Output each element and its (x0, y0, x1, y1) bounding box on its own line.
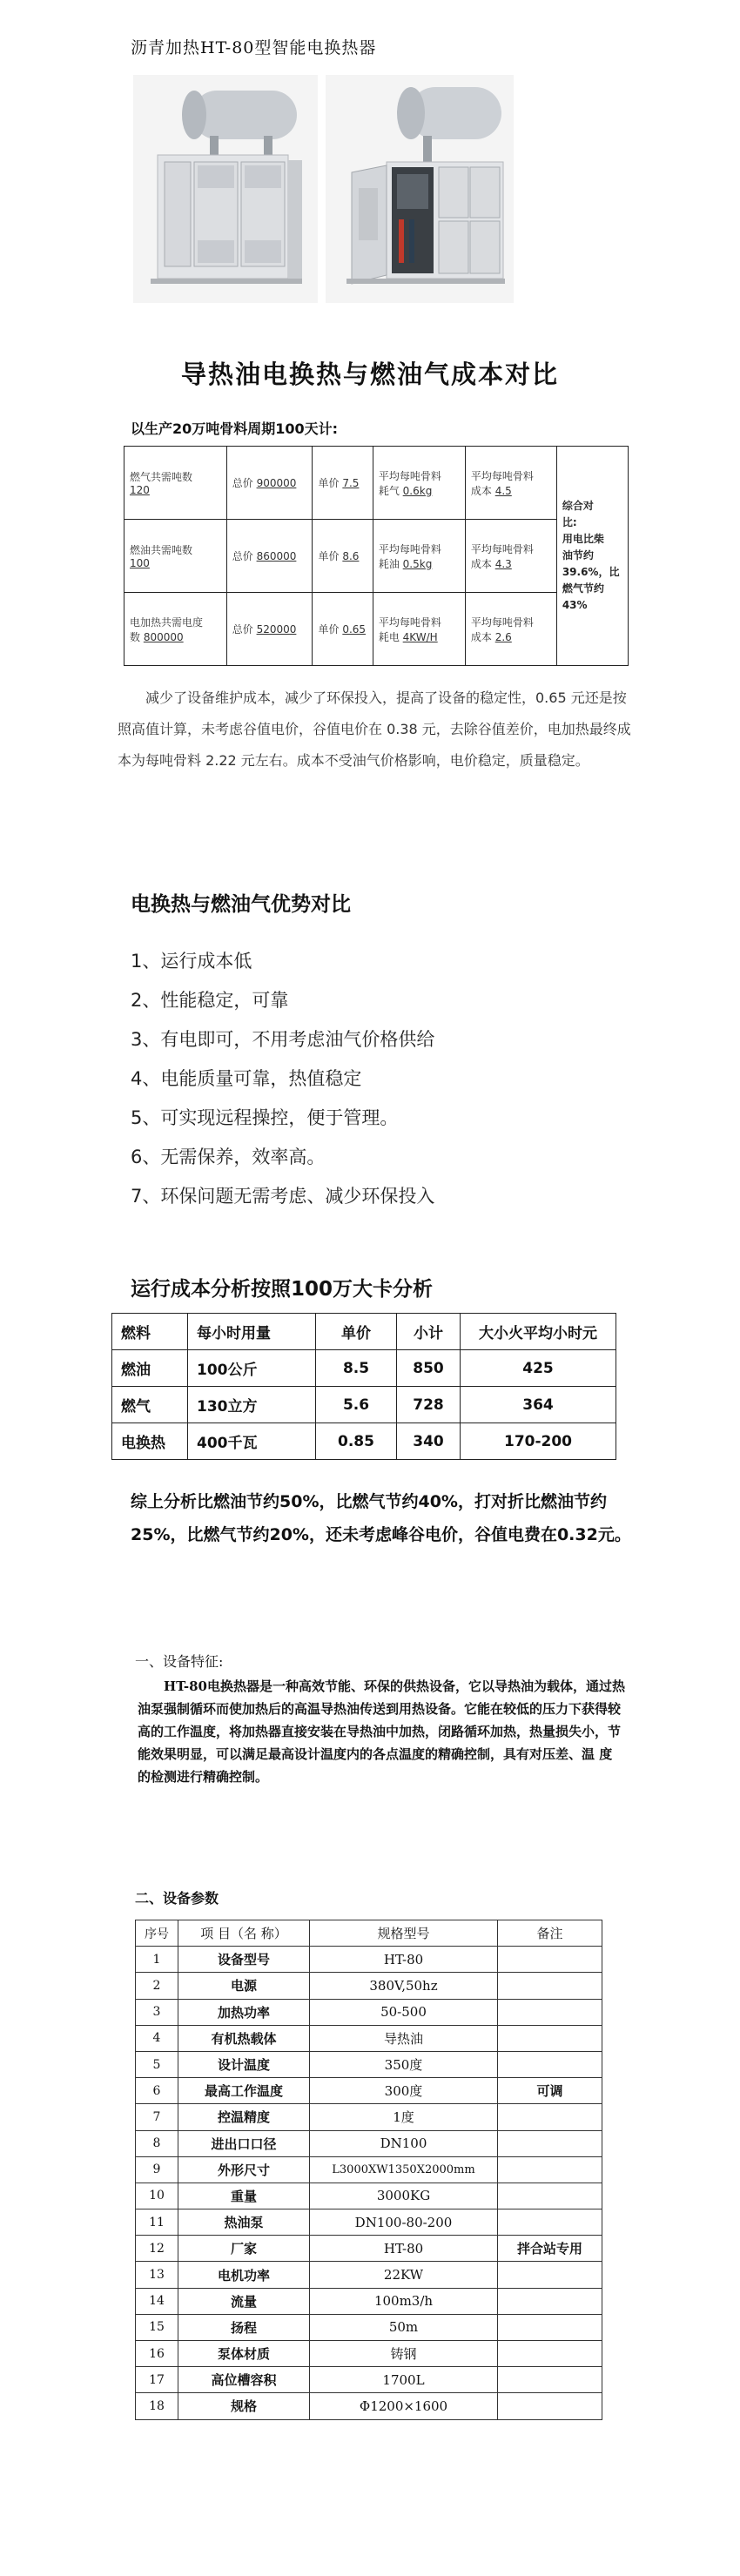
table-cell: DN100 (310, 2130, 498, 2156)
summary-line: 用电比柴 (562, 533, 604, 545)
table-header-cell: 单价 (316, 1314, 397, 1350)
table-header-cell: 规格型号 (310, 1920, 498, 1947)
table-cell (498, 2209, 602, 2236)
summary-line: 39.6%，比 (562, 566, 620, 578)
list-item: 1、运行成本低 (131, 951, 252, 972)
table-cell: 可调 (498, 2078, 602, 2104)
table-row (124, 593, 629, 666)
running-cost-title: 运行成本分析按照100万大卡分析 (131, 1278, 434, 1301)
table-cell: 9 (136, 2156, 178, 2183)
table-cell: 总价 (232, 623, 253, 636)
heater-photo-open (326, 75, 514, 303)
table-cell: 100公斤 (188, 1350, 316, 1387)
page-header-title: 沥青加热HT-80型智能电换热器 (131, 38, 377, 57)
table-cell: 8 (136, 2130, 178, 2156)
table-cell: 铸钢 (310, 2341, 498, 2367)
table-cell: 3000KG (310, 2183, 498, 2209)
table-row (136, 2130, 602, 2156)
table-cell: 电换热 (112, 1423, 188, 1460)
table-cell: 6 (136, 2078, 178, 2104)
table-header-cell: 项 目（名 称） (178, 1920, 310, 1947)
table-cell: 3 (136, 1999, 178, 2025)
table-row (136, 2288, 602, 2314)
table-cell: 130立方 (188, 1387, 316, 1423)
table-cell: 耗气 (378, 484, 400, 497)
table-header-cell: 大小火平均小时元 (461, 1314, 616, 1350)
table-cell: 高位槽容积 (178, 2367, 310, 2393)
table-cell: 总价 (232, 477, 253, 489)
table-cell: 18 (136, 2393, 178, 2419)
table-row (136, 2156, 602, 2183)
table-cell: 流量 (178, 2288, 310, 2314)
table-cell: 850 (397, 1350, 461, 1387)
table-cell: 8.5 (316, 1350, 397, 1387)
table-cell (498, 2367, 602, 2393)
table-cell: 耗电 (378, 630, 400, 643)
table-row (136, 1947, 602, 1973)
table-cell: 350度 (310, 2051, 498, 2077)
advantages-title: 电换热与燃油气优势对比 (131, 893, 351, 916)
table-cell: 电机功率 (178, 2262, 310, 2288)
table-cell: 平均每吨骨料 (378, 615, 441, 629)
table-cell: 4.5 (494, 484, 512, 497)
table-cell: 电加热共需电度 (130, 615, 204, 629)
table-row (136, 2262, 602, 2288)
table-cell: 900000 (256, 477, 297, 489)
table-row (124, 447, 629, 520)
table-cell (498, 2130, 602, 2156)
table-cell (498, 2262, 602, 2288)
table-cell: 14 (136, 2288, 178, 2314)
table-cell: 4 (136, 2025, 178, 2051)
table-row (112, 1387, 616, 1423)
table-cell (498, 2288, 602, 2314)
table-cell: 22KW (310, 2262, 498, 2288)
list-item: 3、有电即可，不用考虑油气价格供给 (131, 1029, 435, 1050)
table-cell: 厂家 (178, 2236, 310, 2262)
table-cell: 7 (136, 2104, 178, 2130)
table-cell: 728 (397, 1387, 461, 1423)
table-cell (498, 2156, 602, 2183)
table-cell: DN100-80-200 (310, 2209, 498, 2236)
savings-summary: 综上分析比燃油节约50%，比燃气节约40%，打对折比燃油节约25%，比燃气节约20%，还未考虑峰谷电价，谷值电费在0.32元。 (131, 1492, 631, 1544)
table-cell: L3000XW1350X2000mm (310, 2156, 498, 2183)
equipment-params-table (135, 1920, 602, 2420)
table-cell: 泵体材质 (178, 2341, 310, 2367)
table-cell (498, 2025, 602, 2051)
table-cell: 16 (136, 2341, 178, 2367)
table-row (136, 2209, 602, 2236)
table-cell (498, 2183, 602, 2209)
table-cell: 拌合站专用 (498, 2236, 602, 2262)
table-cell: 120 (130, 484, 150, 496)
table-cell: 1700L (310, 2367, 498, 2393)
table-cell: 进出口口径 (178, 2130, 310, 2156)
table-row (136, 2104, 602, 2130)
table-cell: 有机热载体 (178, 2025, 310, 2051)
table-cell: 7.5 (342, 477, 360, 489)
table-cell: 热油泵 (178, 2209, 310, 2236)
comparison-summary-cell (556, 447, 628, 666)
params-title: 二、设备参数 (135, 1890, 219, 1907)
table-row (124, 520, 629, 593)
table-row (136, 2025, 602, 2051)
table-cell: 成本 (470, 484, 492, 497)
table-cell: 10 (136, 2183, 178, 2209)
table-header-cell: 燃料 (112, 1314, 188, 1350)
table-cell: 15 (136, 2314, 178, 2340)
list-item: 2、性能稳定，可靠 (131, 990, 289, 1011)
table-cell: 8.6 (342, 550, 360, 562)
table-cell: HT-80 (310, 1947, 498, 1973)
table-cell (498, 2341, 602, 2367)
production-period-text: 以生产20万吨骨料周期100天计: (131, 420, 339, 437)
table-row (112, 1423, 616, 1460)
table-cell: 400千瓦 (188, 1423, 316, 1460)
list-item: 7、环保问题无需考虑、减少环保投入 (131, 1186, 435, 1207)
table-cell: 520000 (256, 623, 297, 636)
cost-comparison-title: 导热油电换热与燃油气成本对比 (180, 360, 559, 389)
table-cell: 0.65 (342, 623, 367, 636)
table-cell: 外形尺寸 (178, 2156, 310, 2183)
table-cell: 电源 (178, 1973, 310, 1999)
table-row (136, 2236, 602, 2262)
table-row (136, 2051, 602, 2077)
table-cell: 1度 (310, 2104, 498, 2130)
table-cell: 12 (136, 2236, 178, 2262)
table-cell: 800000 (143, 630, 184, 643)
table-row (136, 1999, 602, 2025)
advantages-list (131, 942, 434, 1216)
table-cell: 成本 (470, 557, 492, 570)
list-item: 5、可实现远程操控，便于管理。 (131, 1107, 399, 1128)
table-cell: 0.6kg (402, 484, 433, 497)
table-cell (498, 2314, 602, 2340)
table-row (136, 2183, 602, 2209)
table-cell: 5.6 (316, 1387, 397, 1423)
table-row (112, 1350, 616, 1387)
summary-line: 综合对 (562, 500, 594, 512)
table-cell (498, 2051, 602, 2077)
table-header-row (136, 1920, 602, 1947)
table-cell: 导热油 (310, 2025, 498, 2051)
table-cell: 平均每吨骨料 (470, 615, 534, 629)
table-cell: 11 (136, 2209, 178, 2236)
table-cell: 4.3 (494, 557, 512, 570)
heater-photo-closed (133, 75, 318, 303)
table-cell: HT-80 (310, 2236, 498, 2262)
table-cell: 860000 (256, 550, 297, 562)
table-header-cell: 备注 (498, 1920, 602, 1947)
features-body: HT-80电换热器是一种高效节能、环保的供热设备，它以导热油为载体，通过热油泵强制循环而使加热后的高温导热油传送到用热设备。它能在较低的压力下获得较高的工作温度，将加热器直接安装在导热油中加热，闭路循环加热，热量损失小，节能效果明显，可以满足最高设计温度内的各点温度的精确控制，具有对压差、温 度的检测进行精确控制。 (138, 1678, 625, 1785)
table-row (136, 2341, 602, 2367)
list-item: 6、无需保养，效率高。 (131, 1147, 326, 1167)
summary-line: 43% (562, 599, 588, 611)
table-cell: 300度 (310, 2078, 498, 2104)
table-cell: 控温精度 (178, 2104, 310, 2130)
table-cell (498, 1947, 602, 1973)
table-cell: 耗油 (378, 557, 400, 570)
table-cell: 平均每吨骨料 (470, 469, 534, 482)
summary-line: 油节约 (562, 549, 594, 562)
table-row (136, 1973, 602, 1999)
table-cell: 加热功率 (178, 1999, 310, 2025)
table-cell: 燃油共需吨数 (130, 544, 193, 556)
table-cell: 17 (136, 2367, 178, 2393)
table-cell: 设计温度 (178, 2051, 310, 2077)
table-cell: 364 (461, 1387, 616, 1423)
table-cell: 平均每吨骨料 (378, 469, 441, 482)
table-cell: 平均每吨骨料 (378, 542, 441, 555)
cost-explanation-paragraph: 减少了设备维护成本，减少了环保投入，提高了设备的稳定性，0.65 元还是按照高值计算，未考虑谷值电价，谷值电价在 0.38 元，去除谷值差价，电加热最终成本为每吨骨料 2.22 元左右。成本不受油气价格影响，电价稳定，质量稳定。 (118, 689, 631, 769)
table-cell: 平均每吨骨料 (470, 542, 534, 555)
table-cell: 425 (461, 1350, 616, 1387)
table-cell: 380V,50hz (310, 1973, 498, 1999)
table-cell: 重量 (178, 2183, 310, 2209)
summary-line: 燃气节约 (562, 582, 604, 595)
table-cell: 4KW/H (402, 630, 438, 643)
table-cell: 最高工作温度 (178, 2078, 310, 2104)
table-cell (498, 2393, 602, 2419)
table-header-cell: 序号 (136, 1920, 178, 1947)
table-cell: 100m3/h (310, 2288, 498, 2314)
table-cell: 50-500 (310, 1999, 498, 2025)
table-cell: 单价 (318, 477, 340, 489)
running-cost-table (111, 1313, 616, 1460)
table-cell: Φ1200×1600 (310, 2393, 498, 2419)
table-cell: 2.6 (494, 630, 512, 643)
table-cell: 100 (130, 557, 150, 569)
summary-line: 比: (562, 516, 577, 528)
table-cell: 燃油 (112, 1350, 188, 1387)
table-header-cell: 小计 (397, 1314, 461, 1350)
table-row (136, 2314, 602, 2340)
table-cell (498, 2104, 602, 2130)
table-row (136, 2393, 602, 2419)
table-cell: 燃气共需吨数 (130, 471, 193, 483)
table-cell: 0.85 (316, 1423, 397, 1460)
table-cell (498, 1973, 602, 1999)
table-header-cell: 每小时用量 (188, 1314, 316, 1350)
table-cell: 13 (136, 2262, 178, 2288)
table-cell: 1 (136, 1947, 178, 1973)
table-header-row (112, 1314, 616, 1350)
table-cell: 数 (130, 630, 141, 643)
table-cell (498, 1999, 602, 2025)
table-cell: 2 (136, 1973, 178, 1999)
table-cell: 总价 (232, 550, 253, 562)
table-cell: 规格 (178, 2393, 310, 2419)
table-row (136, 2078, 602, 2104)
table-cell: 设备型号 (178, 1947, 310, 1973)
table-cell: 单价 (318, 550, 340, 562)
list-item: 4、电能质量可靠，热值稳定 (131, 1068, 362, 1089)
table-cell: 扬程 (178, 2314, 310, 2340)
table-cell: 50m (310, 2314, 498, 2340)
table-cell: 0.5kg (402, 557, 433, 570)
table-cell: 5 (136, 2051, 178, 2077)
cost-comparison-table (124, 446, 629, 666)
table-row (136, 2367, 602, 2393)
features-title: 一、设备特征: (135, 1653, 224, 1670)
table-cell: 燃气 (112, 1387, 188, 1423)
table-cell: 单价 (318, 623, 340, 636)
table-cell: 340 (397, 1423, 461, 1460)
table-cell: 成本 (470, 630, 492, 643)
table-cell: 170-200 (461, 1423, 616, 1460)
